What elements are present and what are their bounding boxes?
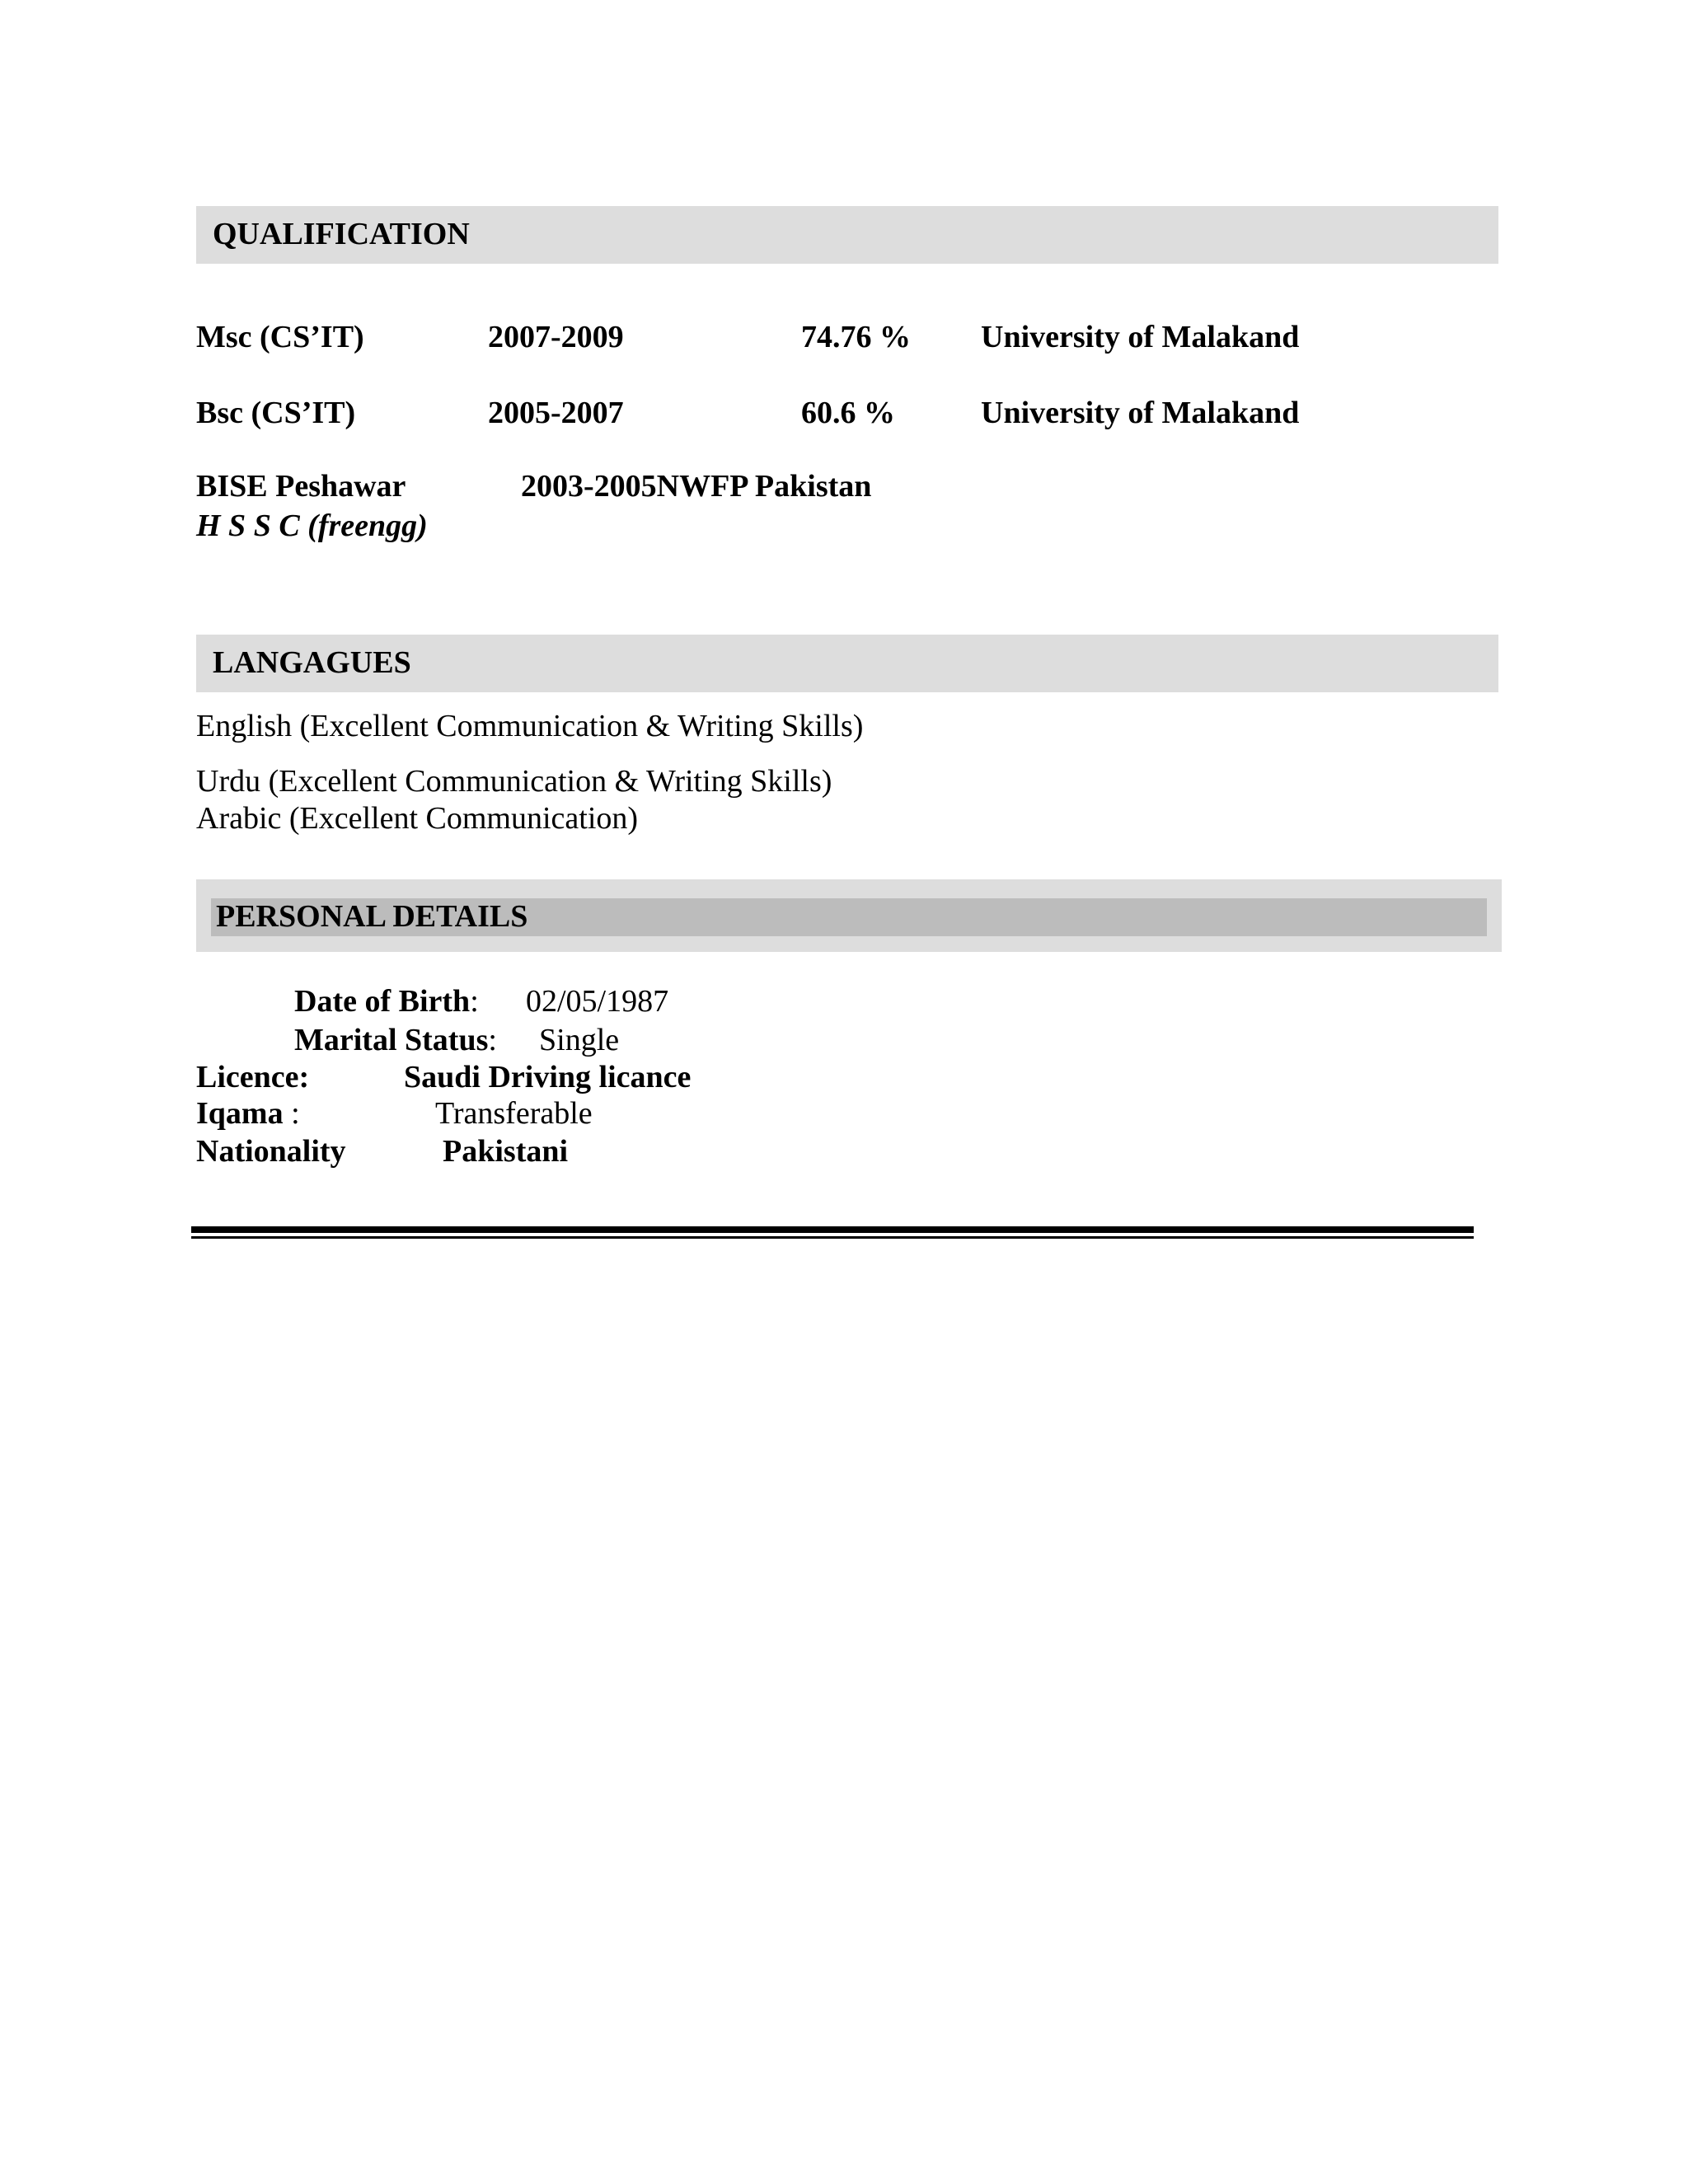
score-bsc: 60.6 % [801, 396, 895, 430]
bottom-divider-thin [191, 1236, 1474, 1239]
bottom-divider-thick [191, 1226, 1474, 1233]
iqama-row [196, 1095, 300, 1132]
dob-label: Date of Birth [294, 984, 471, 1019]
institution-msc: University of Malakand [981, 320, 1300, 354]
language-english: English (Excellent Communication & Writing Skills) [196, 709, 864, 743]
nationality-label: Nationality [196, 1134, 346, 1169]
marital-row [294, 1022, 497, 1058]
nationality-value: Pakistani [443, 1134, 569, 1169]
iqama-label: Iqama [196, 1096, 284, 1131]
iqama-colon: : [283, 1096, 300, 1131]
hssc-board: BISE Peshawar [196, 469, 406, 504]
iqama-value: Transferable [435, 1096, 593, 1131]
dob-row [294, 983, 479, 1019]
licence-label: Licence: [196, 1060, 310, 1094]
dob-colon: : [470, 984, 479, 1019]
language-arabic: Arabic (Excellent Communication) [196, 801, 639, 836]
score-msc: 74.76 % [801, 320, 911, 354]
licence-value: Saudi Driving licance [404, 1060, 692, 1094]
years-bsc: 2005-2007 [488, 396, 624, 430]
qualification-heading: QUALIFICATION [213, 217, 470, 251]
language-urdu: Urdu (Excellent Communication & Writing Skills) [196, 764, 832, 799]
hssc-detail: 2003-2005NWFP Pakistan [521, 469, 872, 504]
personal-details-heading: PERSONAL DETAILS [216, 899, 528, 934]
languages-heading: LANGAGUES [213, 645, 411, 680]
degree-bsc: Bsc (CS’IT) [196, 396, 356, 430]
years-msc: 2007-2009 [488, 320, 624, 354]
institution-bsc: University of Malakand [981, 396, 1300, 430]
marital-value: Single [539, 1023, 620, 1057]
marital-colon: : [488, 1023, 497, 1057]
marital-label: Marital Status [294, 1023, 489, 1057]
dob-value: 02/05/1987 [526, 984, 669, 1019]
hssc-subtitle: H S S C (freengg) [196, 509, 428, 543]
degree-msc: Msc (CS’IT) [196, 320, 364, 354]
